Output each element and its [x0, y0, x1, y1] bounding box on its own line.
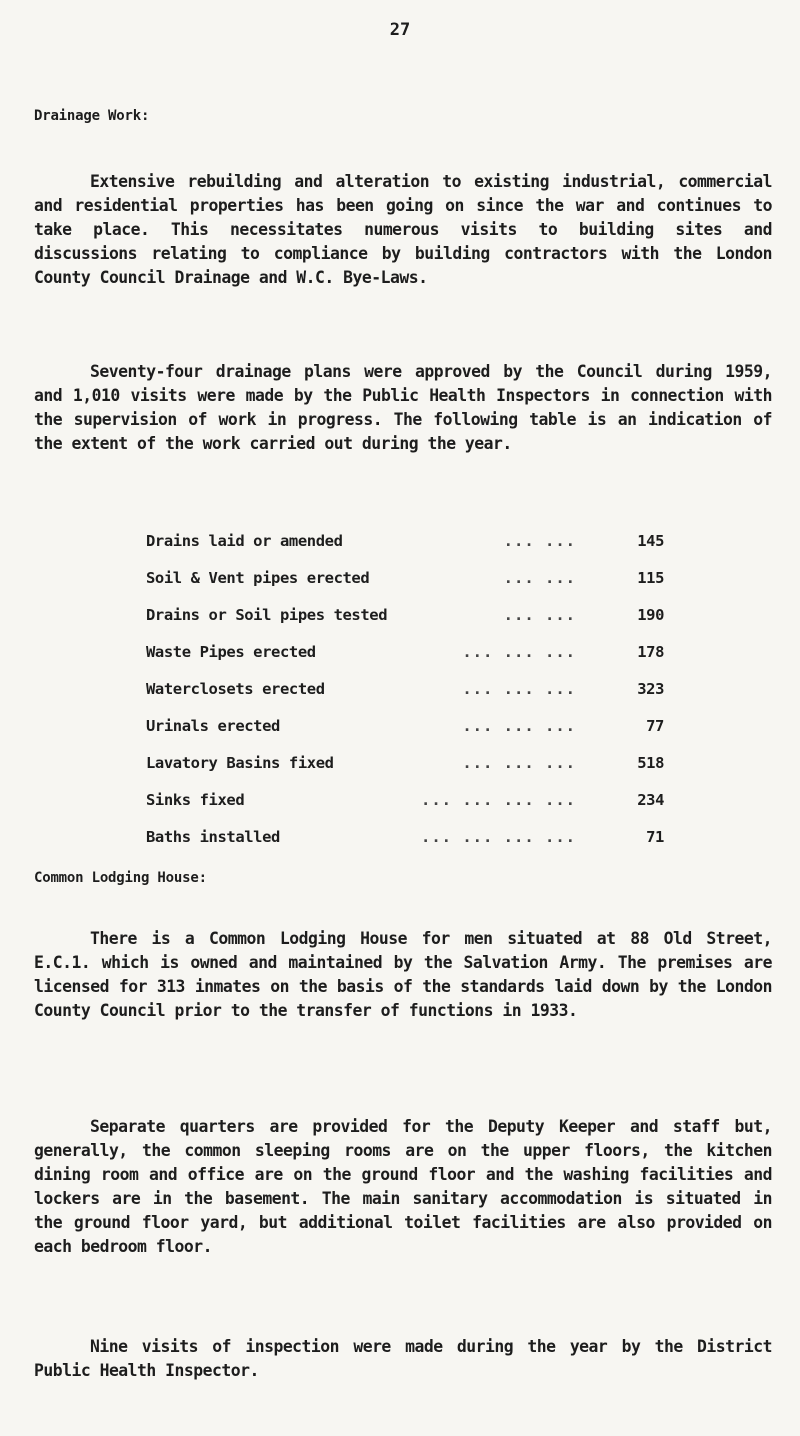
lodging-paragraph-2: Separate quarters are provided for the Deputy Keeper and staff but, generally, the common sleeping rooms are on the upper floors, the kitchen dining room and office are on the ground floor and the washing facilities and lockers are in the basement. The main sanitary accommodation is situated in the ground floor yard, but additional toilet facilities are also provided on each bedroom floor. [34, 1117, 772, 1256]
row-value: 234 [637, 791, 664, 809]
row-value: 190 [637, 606, 664, 624]
table-row [146, 680, 676, 717]
lodging-paragraph-1: There is a Common Lodging House for men situated at 88 Old Street, E.C.1. which is owned and maintained by the Salvation Army. The premises are licensed for 313 inmates on the basis of the standards laid down by the London County Council prior to the transfer of functions in 1933. [34, 929, 772, 1020]
row-label: Urinals erected [146, 717, 280, 735]
table-row [146, 569, 676, 606]
leader-dots: ... ... [503, 532, 576, 550]
table-row [146, 643, 676, 680]
lodging-heading: Common Lodging House: [34, 870, 207, 886]
row-value: 71 [646, 828, 664, 846]
leader-dots: ... ... ... ... [421, 791, 576, 809]
drainage-works-table [146, 532, 676, 865]
row-label: Drains laid or amended [146, 532, 343, 550]
row-value: 323 [637, 680, 664, 698]
row-value: 77 [646, 717, 664, 735]
table-row [146, 754, 676, 791]
row-value: 145 [637, 532, 664, 550]
row-value: 115 [637, 569, 664, 587]
drainage-heading: Drainage Work: [34, 108, 150, 124]
leader-dots: ... ... ... [462, 680, 576, 698]
row-label: Waterclosets erected [146, 680, 325, 698]
row-label: Baths installed [146, 828, 280, 846]
leader-dots: ... ... ... ... [421, 828, 576, 846]
table-row [146, 532, 676, 569]
table-row [146, 791, 676, 828]
row-label: Drains or Soil pipes tested [146, 606, 388, 624]
row-label: Sinks fixed [146, 791, 245, 809]
leader-dots: ... ... [503, 569, 576, 587]
drainage-paragraph-2: Seventy-four drainage plans were approved by the Council during 1959, and 1,010 visits were made by the Public Health Inspectors in connection with the supervision of work in progress. The following table is an indication of the extent of the work carried out during the year. [34, 362, 772, 453]
drainage-paragraph-1: Extensive rebuilding and alteration to existing industrial, commercial and residential properties has been going on since the war and continues to take place. This necessitates numerous visits to building sites and discussions relating to compliance by building contractors with the London County Council Drainage and W.C. Bye-Laws. [34, 172, 772, 287]
row-value: 518 [637, 754, 664, 772]
table-row [146, 717, 676, 754]
row-label: Lavatory Basins fixed [146, 754, 334, 772]
leader-dots: ... ... ... [462, 754, 576, 772]
leader-dots: ... ... [503, 606, 576, 624]
row-label: Soil & Vent pipes erected [146, 569, 370, 587]
table-row [146, 606, 676, 643]
table-row [146, 828, 676, 865]
lodging-paragraph-3: Nine visits of inspection were made during the year by the District Public Health Inspector. [34, 1337, 772, 1380]
page-number: 27 [389, 20, 411, 40]
leader-dots: ... ... ... [462, 717, 576, 735]
row-label: Waste Pipes erected [146, 643, 316, 661]
leader-dots: ... ... ... [462, 643, 576, 661]
row-value: 178 [637, 643, 664, 661]
